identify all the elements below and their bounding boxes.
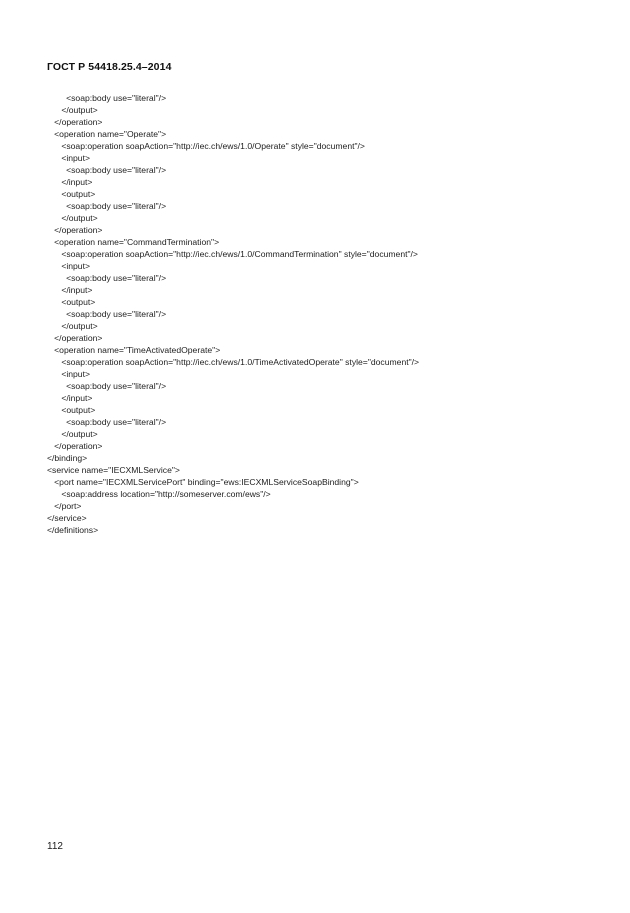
code-line: </output> [47, 429, 98, 439]
code-line: <soap:body use="literal"/> [47, 201, 167, 211]
code-line: <output> [47, 297, 96, 307]
code-line: <service name="IECXMLService"> [47, 465, 180, 475]
code-line: <operation name="CommandTermination"> [47, 237, 220, 247]
code-line: <operation name="TimeActivatedOperate"> [47, 345, 221, 355]
code-line: </output> [47, 213, 98, 223]
code-line: </definitions> [47, 525, 99, 535]
code-line: </operation> [47, 333, 103, 343]
code-line: <soap:operation soapAction="http://iec.ch/ews/1.0/TimeActivatedOperate" style="document"/> [47, 357, 420, 367]
code-line: <operation name="Operate"> [47, 129, 167, 139]
code-line: </input> [47, 177, 93, 187]
code-line: </operation> [47, 441, 103, 451]
code-line: <soap:body use="literal"/> [47, 273, 167, 283]
document-header: ГОСТ Р 54418.25.4–2014 [47, 61, 172, 73]
code-line: <input> [47, 153, 90, 163]
code-line: <soap:operation soapAction="http://iec.ch/ews/1.0/Operate" style="document"/> [47, 141, 365, 151]
xml-code-listing [47, 92, 419, 536]
code-line: <soap:body use="literal"/> [47, 165, 167, 175]
code-line: <input> [47, 261, 90, 271]
code-line: <soap:body use="literal"/> [47, 93, 167, 103]
code-line: <port name="IECXMLServicePort" binding="ews:IECXMLServiceSoapBinding"> [47, 477, 359, 487]
page-number: 112 [47, 841, 63, 852]
code-line: </port> [47, 501, 82, 511]
code-line: </output> [47, 321, 98, 331]
code-line: </binding> [47, 453, 88, 463]
code-line: </operation> [47, 117, 103, 127]
code-line: <soap:operation soapAction="http://iec.ch/ews/1.0/CommandTermination" style="document"/> [47, 249, 418, 259]
code-line: <soap:body use="literal"/> [47, 309, 167, 319]
code-line: </operation> [47, 225, 103, 235]
code-line: <output> [47, 405, 96, 415]
code-line: <soap:address location="http://someserver.com/ews"/> [47, 489, 271, 499]
code-line: <input> [47, 369, 90, 379]
code-line: </input> [47, 285, 93, 295]
code-line: </service> [47, 513, 87, 523]
code-line: <soap:body use="literal"/> [47, 381, 167, 391]
code-line: </input> [47, 393, 93, 403]
code-line: <output> [47, 189, 96, 199]
code-line: </output> [47, 105, 98, 115]
code-line: <soap:body use="literal"/> [47, 417, 167, 427]
